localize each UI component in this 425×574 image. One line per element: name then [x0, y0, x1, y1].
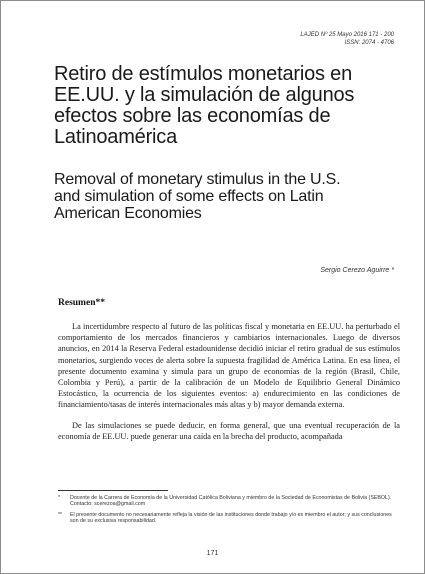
footnote — [58, 512, 400, 525]
footnote — [58, 495, 400, 508]
page-number: 171 — [206, 550, 219, 557]
abstract-paragraph-1: La incertidumbre respecto al futuro de las políticas fiscal y monetaria en EE.UU. ha perturbado el comportamiento de los mercados financieros y cambiarios internacionales. Luego de diversos anuncios, en 2014 la Reserva Federal estadounidense decidió iniciar el retiro gradual de sus estímulos monetarios, surgiendo voces de alerta sobre la supuesta fragilidad de América Latina. En esa línea, el presente documento examina y simula para un grupo de economías de la región (Brasil, Chile, Colombia y Perú), a partir de la calibración de un Modelo de Equilibrio General Dinámico Estocástico, la ocurrencia de los siguientes eventos: a) endurecimiento en las condiciones de financiamiento/tasas de interés internacionales más altas y b) mayor demanda externa. — [58, 322, 400, 410]
abstract-heading: Resumen** — [58, 298, 105, 308]
footnote-contact[interactable]: Contacto: scerezoa@gmail.com — [70, 501, 146, 508]
footnote-divider — [58, 490, 168, 491]
footnotes — [58, 495, 400, 529]
footnote-line: Docente de la Carrera de Economía de la Universidad Católica Boliviana y miembro de la Sociedad de Economistas de Bolivia (SEBOL). — [70, 495, 392, 501]
author-name: Sergio Cerezo Aguirre * — [320, 267, 394, 274]
issn-line: ISSN: 2074 - 4706 — [344, 40, 394, 46]
title-english: Removal of monetary stimulus in the U.S. and simulation of some effects on Latin American Economies — [54, 171, 341, 222]
title-spanish: Retiro de estímulos monetarios en EE.UU. y la simulación de algunos efectos sobre las economías de Latinoamérica — [54, 63, 355, 148]
footnote-line: El presente documento no necesariamente refleja la visión de las instituciones donde trabajo y/o es miembro el autor; y sus conclusiones son de su exclusiva responsabilidad. — [70, 511, 392, 525]
abstract-body — [58, 321, 400, 442]
footnote-mark: ** — [58, 511, 63, 518]
abstract-paragraph-2: De las simulaciones se puede deducir, en forma general, que una eventual recuperación de la economía de EE.UU. puede generar una caída en la brecha del producto, acompañada — [58, 420, 400, 441]
journal-issue-line: LAJED Nº 25 Mayo 2016 171 - 200 — [300, 32, 394, 38]
footnote-mark: * — [58, 495, 61, 501]
journal-reference — [300, 31, 394, 47]
